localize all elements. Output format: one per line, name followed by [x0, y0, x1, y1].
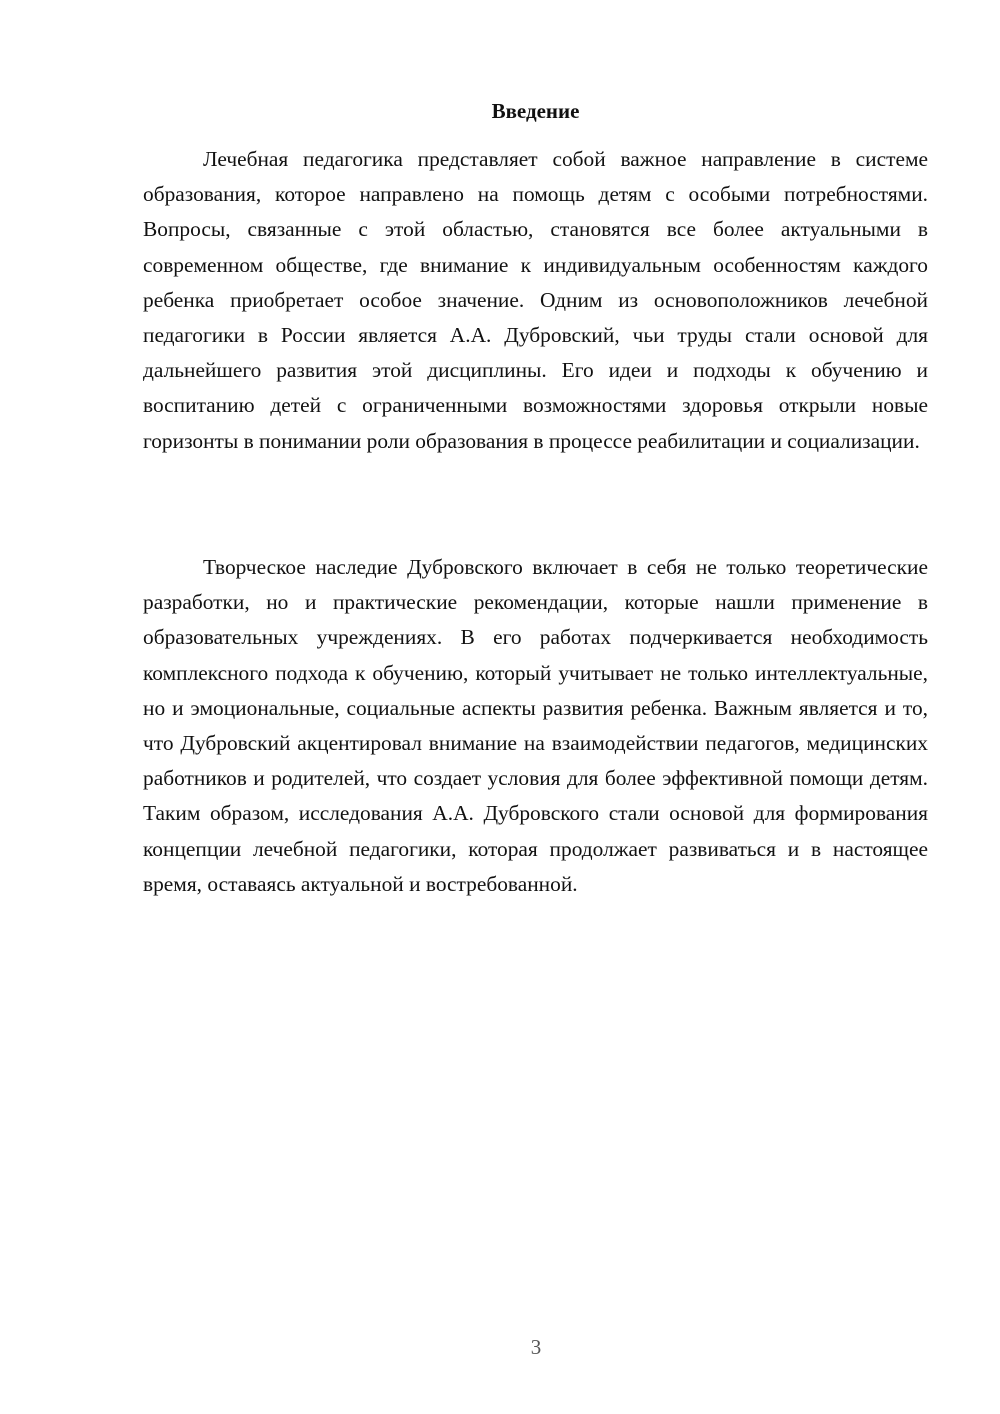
paragraph-legacy: Творческое наследие Дубровского включает в себя не только теоретические разработки, но и практические рекомендации, которые нашли применение в образовательных учреждениях. В его работах подчеркивается необходимость комплексного подхода к обучению, который учитывает не только интеллектуальные, но и эмоциональные, социальные аспекты развития ребенка. Важным является и то, что Дубровский акцентировал внимание на взаимодействии педагогов, медицинских работников и родителей, что создает условия для более эффективной помощи детям. Таким образом, исследования А.А. Дубровского стали основой для формирования концепции лечебной педагогики, которая продолжает развиваться и в настоящее время, оставаясь актуальной и востребованной. — [143, 555, 928, 896]
section-heading: Введение — [491, 99, 580, 123]
page-number: 3 — [530, 1335, 542, 1359]
paragraph-intro: Лечебная педагогика представляет собой важное направление в системе образования, которое направлено на помощь детям с особыми потребностями. Вопросы, связанные с этой областью, становятся все более актуальными в современном обществе, где внимание к индивидуальным особенностям каждого ребенка приобретает особое значение. Одним из основоположников лечебной педагогики в России является А.А. Дубровский, чьи труды стали основой для дальнейшего развития этой дисциплины. Его идеи и подходы к обучению и воспитанию детей с ограниченными возможностями здоровья открыли новые горизонты в понимании роли образования в процессе реабилитации и социализации. — [143, 147, 928, 453]
